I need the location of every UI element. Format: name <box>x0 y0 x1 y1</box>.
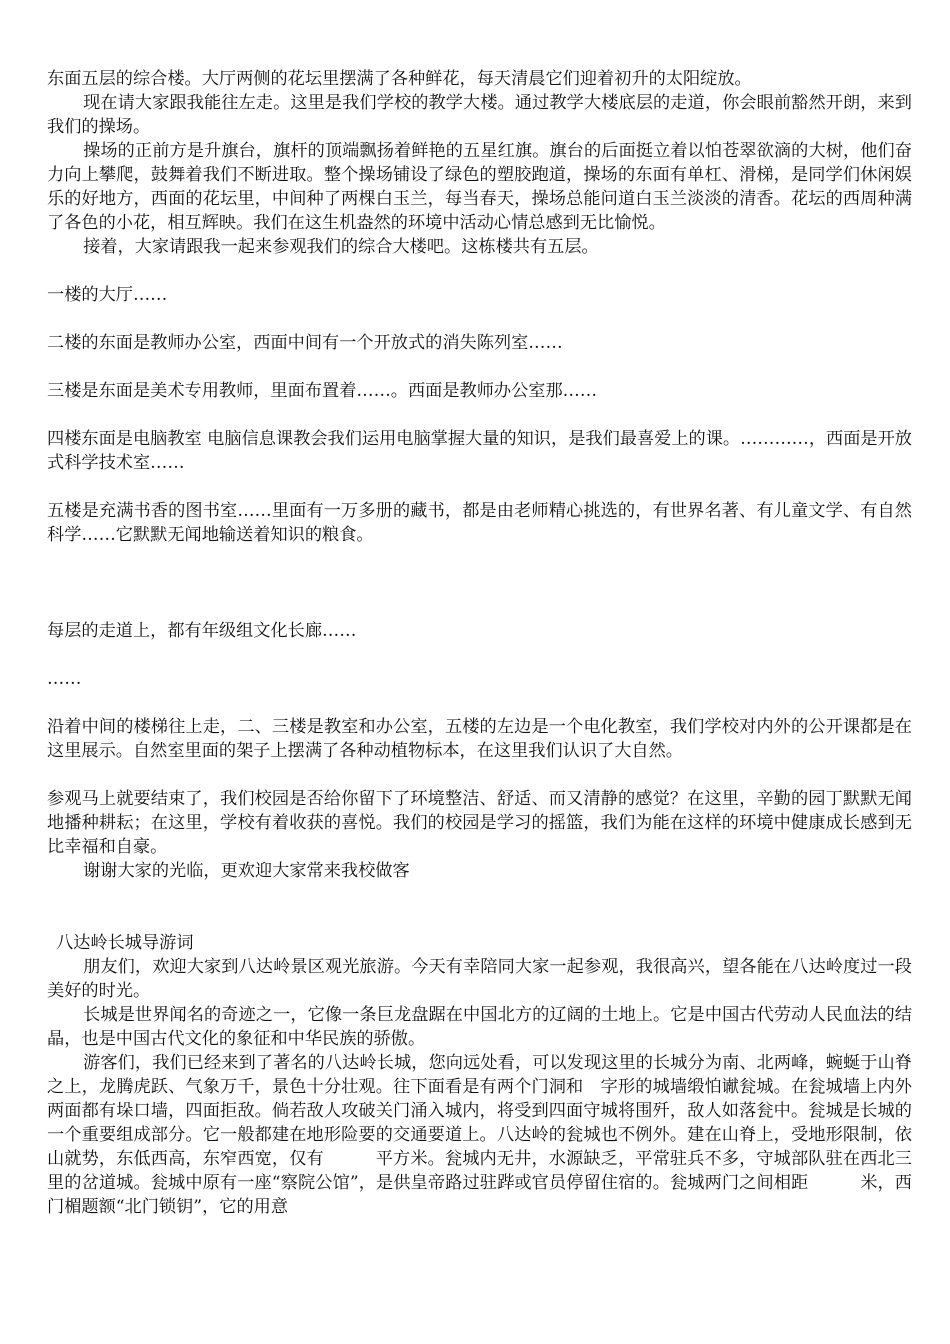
paragraph-floor-1: 一楼的大厅…… <box>47 285 168 305</box>
paragraph-stairs: 沿着中间的楼梯往上走，二、三楼是教室和办公室，五楼的左边是一个电化教室，我们学校对内外的公开课都是在这里展示。自然室里面的架子上摆满了各种动植物标本，在这里我们认识了大自然。 <box>47 717 912 761</box>
spacer <box>47 643 912 667</box>
paragraph-corridors: 每层的走道上，都有年级组文化长廊…… <box>47 621 357 641</box>
paragraph-thanks: 谢谢大家的光临，更欢迎大家常来我校做客 <box>83 861 410 881</box>
paragraph-playground: 操场的正前方是升旗台，旗杆的顶端飘扬着鲜艳的五星红旗。旗台的后面挺立着以怕苍翠欲滴的大树，他们奋力向上攀爬，鼓舞着我们不断进取。整个操场铺设了绿色的塑胶跑道，操场的东面有单杠、滑梯，是同学们休闲娱乐的好地方，西面的花坛里，中间种了两棵白玉兰，每当春天，操场总能问道白玉兰淡淡的清香。花坛的西周种满了各色的小花，相互辉映。我们在这生机盎然的环境中活动心情总感到无比愉悦。 <box>47 141 912 233</box>
spacer <box>47 403 912 427</box>
paragraph-floor-5: 五楼是充满书香的图书室……里面有一万多册的藏书，都是由老师精心挑选的，有世界名著、有儿童文学、有自然科学……它默默无闻地输送着知识的粮食。 <box>47 501 912 545</box>
paragraph-floor-2: 二楼的东面是教师办公室，西面中间有一个开放式的消失陈列室…… <box>47 333 563 353</box>
spacer <box>47 691 912 715</box>
spacer <box>47 355 912 379</box>
paragraph-intro: 东面五层的综合楼。大厅两侧的花坛里摆满了各种鲜花，每天清晨它们迎着初升的太阳绽放。 <box>47 69 752 89</box>
section-title: 八达岭长城导游词 <box>56 933 194 953</box>
paragraph-floor-4: 四楼东面是电脑教室 电脑信息课教会我们运用电脑掌握大量的知识，是我们最喜爱上的课。…………，西面是开放式科学技术室…… <box>47 429 912 473</box>
paragraph-great-wall: 长城是世界闻名的奇迹之一，它像一条巨龙盘踞在中国北方的辽阔的土地上。它是中国古代劳动人民血法的结晶，也是中国古代文化的象征和中华民族的骄傲。 <box>47 1005 912 1049</box>
document-page <box>47 67 912 1219</box>
paragraph-teaching-building: 现在请大家跟我能往左走。这里是我们学校的教学大楼。通过教学大楼底层的走道，你会眼前豁然开朗，来到我们的操场。 <box>47 93 912 137</box>
paragraph-floor-3: 三楼是东面是美术专用教师，里面布置着……。西面是教师办公室那…… <box>47 381 598 401</box>
spacer <box>47 763 912 787</box>
spacer <box>47 475 912 499</box>
spacer <box>47 547 912 619</box>
spacer <box>47 883 912 931</box>
spacer <box>47 259 912 283</box>
paragraph-welcome: 朋友们，欢迎大家到八达岭景区观光旅游。今天有幸陪同大家一起参观，我很高兴，望各能在八达岭度过一段美好的时光。 <box>47 957 912 1001</box>
paragraph-closing: 参观马上就要结束了，我们校园是否给你留下了环境整洁、舒适、而又清静的感觉？在这里，辛勤的园丁默默无闻地播种耕耘；在这里，学校有着收获的喜悦。我们的校园是学习的摇篮，我们为能在这样的环境中健康成长感到无比幸福和自豪。 <box>47 789 912 857</box>
paragraph-complex-building: 接着，大家请跟我一起来参观我们的综合大楼吧。这栋楼共有五层。 <box>83 237 599 257</box>
spacer <box>47 307 912 331</box>
paragraph-wengcheng: 游客们，我们已经来到了著名的八达岭长城，您向远处看，可以发现这里的长城分为南、北两峰，蜿蜒于山脊之上，龙腾虎跃、气象万千，景色十分壮观。往下面看是有两个门洞和 字形的城墙缎怕谳瓮城。在瓮城墙上内外两面都有垛口墙，四面拒敌。倘若敌人攻破关门涌入城内，将受到四面守城将围歼，敌人如落瓮中。瓮城是长城的一个重要组成部分。它一般都建在地形险要的交通要道上。八达岭的瓮城也不例外。建在山脊上，受地形限制，依山就势，东低西高，东窄西宽，仅有 平方米。瓮城内无井，水源缺乏，平常驻兵不多，守城部队驻在西北三里的岔道城。瓮城中原有一座“察院公馆”，是供皇帝路过驻跸或官员停留住宿的。瓮城两门之间相距 米，西门楣题额“北门锁钥”，它的用意 <box>47 1053 912 1217</box>
paragraph-ellipsis: …… <box>47 669 82 689</box>
